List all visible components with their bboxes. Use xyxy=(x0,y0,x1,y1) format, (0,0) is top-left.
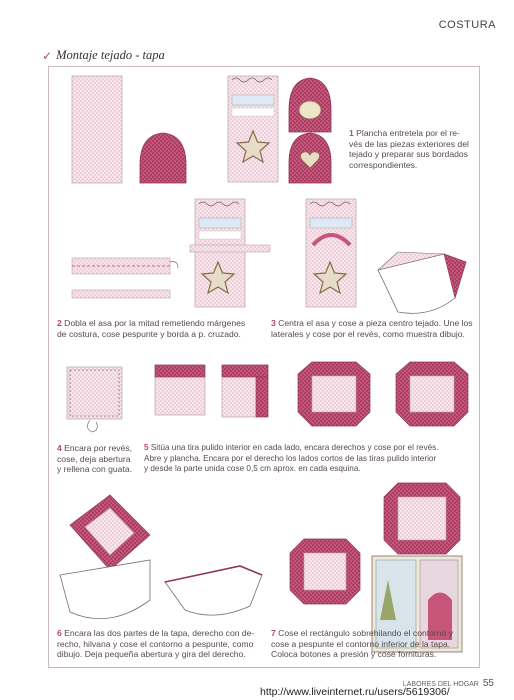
step-line: Sitúa una tira pulido interior en cada lado, encara derechos y cose por el revés. xyxy=(150,443,439,452)
step-4 xyxy=(57,443,139,475)
step-number: 3 xyxy=(271,318,276,328)
step-line: Abre y plancha. Encara por el derecho los lados cortos de las tiras pulido interior xyxy=(144,453,437,463)
step-line: vés de las piezas exteriores del xyxy=(349,138,469,149)
step-line: Encara las dos partes de la tapa, derecho con de- xyxy=(64,628,255,638)
step-line: Coloca botones a presión y cose fornituras. xyxy=(271,649,437,660)
step-line: dibujo. Deja pequeña abertura y gira del derecho. xyxy=(57,649,246,660)
step-line: cose a pespunte el contorno inferior de la tapa. xyxy=(271,638,451,649)
step-line: Plancha entretela por el re- xyxy=(356,128,460,138)
step-line: y rellena con guata. xyxy=(57,464,133,475)
step-line: tejado y preparar sus bordados xyxy=(349,149,468,160)
step-line: correspondientes. xyxy=(349,159,418,170)
step-number: 2 xyxy=(57,318,62,328)
step-line: Centra el asa y cose a pieza centro tejado. Une los xyxy=(278,318,473,328)
section-title: Montaje tejado - tapa xyxy=(56,48,165,62)
step-line: de costura, cose pespunte y borda a p. cruzado. xyxy=(57,328,241,339)
magazine-name: LABORES DEL HOGAR xyxy=(402,681,479,688)
step-3 xyxy=(271,318,481,339)
watermark-url: http://www.liveinternet.ru/users/5619306/ xyxy=(260,686,450,698)
step-number: 4 xyxy=(57,443,62,453)
step-number: 6 xyxy=(57,628,62,638)
step-line: recho, hilvana y cose el contorno a pespunte, como xyxy=(57,638,254,649)
section-category: COSTURA xyxy=(438,19,496,31)
step-number: 1 xyxy=(349,128,354,138)
page-number: 55 xyxy=(482,678,494,689)
check-mark-icon: ✓ xyxy=(42,48,53,63)
step-line: Cose el rectángulo sobrehilando el contorno y xyxy=(278,628,454,638)
step-line: laterales y cose por el revés, como muestra dibujo. xyxy=(271,328,465,339)
step-line: cose, deja abertura xyxy=(57,453,131,464)
step-line: y desde la parte unida cose 0,5 cm aprox. en cada esquina. xyxy=(144,464,361,474)
step-2 xyxy=(57,318,267,339)
step-6 xyxy=(57,628,269,660)
step-1 xyxy=(349,128,477,170)
step-line: Dobla el asa por la mitad remetiendo márgenes xyxy=(64,318,246,328)
step-7 xyxy=(271,628,479,660)
section-heading xyxy=(42,48,165,63)
step-line: Encara por revés, xyxy=(64,443,132,453)
step-number: 5 xyxy=(144,443,149,452)
step-number: 7 xyxy=(271,628,276,638)
step-5 xyxy=(144,443,478,475)
